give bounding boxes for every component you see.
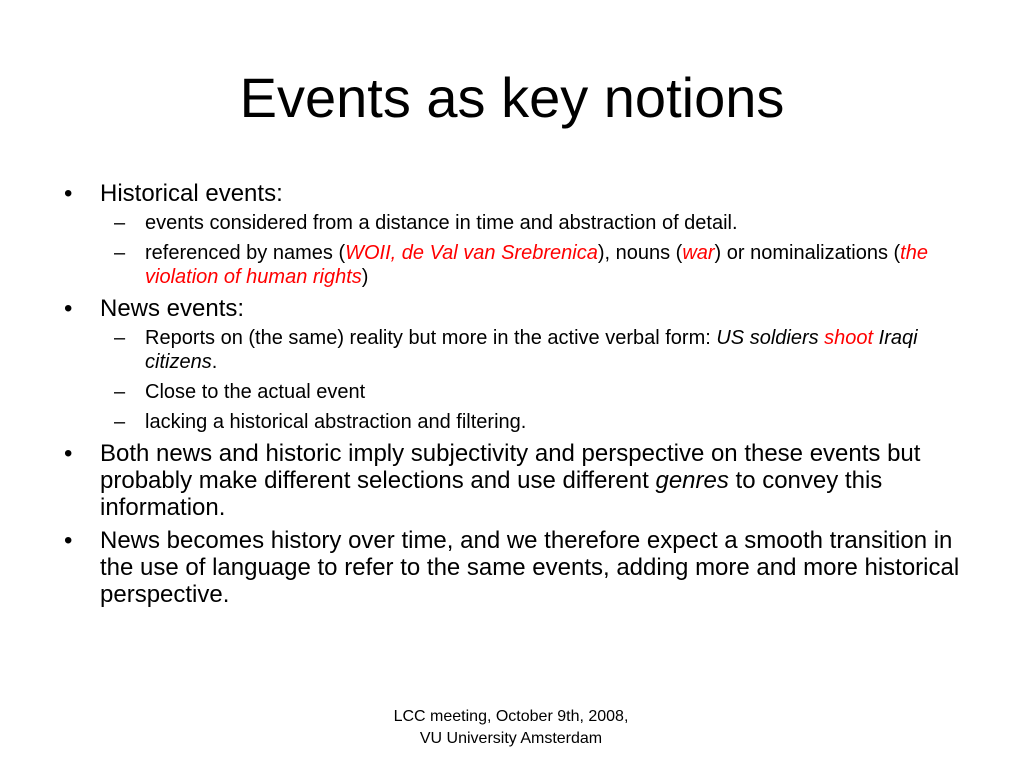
bullet-marker: •: [64, 180, 73, 207]
bullet-list: [64, 180, 974, 614]
sub-bullet-text: lacking a historical abstraction and filtering.: [145, 411, 527, 433]
bullet-text: Both news and historic imply subjectivity and perspective on these events but probably make different selections and use different: [100, 440, 921, 494]
bullet-news-events: [64, 295, 974, 434]
dash-marker: –: [114, 212, 126, 234]
bullet-subjectivity: [64, 440, 974, 521]
dash-marker: –: [114, 327, 126, 349]
bullet-text: to convey this information.: [100, 467, 883, 521]
example-nominalization: the violation of human rights: [145, 242, 928, 288]
bullet-marker: •: [64, 440, 73, 467]
sub-bullet-text: ): [361, 266, 369, 288]
sub-bullet-text: ) or nominalizations (: [714, 242, 901, 264]
sub-bullet-text: .: [211, 351, 218, 373]
sub-bullet: [100, 380, 974, 404]
bullet-news-becomes-history: [64, 527, 974, 608]
dash-marker: –: [114, 242, 126, 264]
emphasis-genres: genres: [655, 467, 729, 494]
example-verb: shoot: [824, 327, 874, 349]
sub-bullet: [100, 326, 974, 374]
footer-line: VU University Amsterdam: [419, 730, 603, 747]
dash-marker: –: [114, 381, 126, 403]
dash-marker: –: [114, 411, 126, 433]
bullet-text: News events:: [100, 295, 245, 322]
sub-bullet: [100, 410, 974, 434]
footer-line: LCC meeting, October 9th, 2008,: [393, 708, 629, 725]
sub-bullet-text: Reports on (the same) reality but more in the active verbal form:: [145, 327, 717, 349]
sub-bullet-text: Close to the actual event: [145, 381, 366, 403]
example-subject: US soldiers: [716, 327, 825, 349]
example-names: WOII, de Val van Srebrenica: [345, 242, 598, 264]
example-object: Iraqi citizens: [145, 327, 918, 373]
bullet-marker: •: [64, 295, 73, 322]
slide-footer: [300, 706, 722, 750]
sub-bullet-text: events considered from a distance in time and abstraction of detail.: [145, 212, 738, 234]
bullet-text: News becomes history over time, and we therefore expect a smooth transition in the use of language to refer to the same events, adding more and more historical perspective.: [100, 527, 960, 608]
sub-bullet: [100, 211, 974, 235]
sub-bullet-text: referenced by names (: [145, 242, 346, 264]
bullet-marker: •: [64, 527, 73, 554]
bullet-historical-events: [64, 180, 974, 289]
sub-bullet-text: ), nouns (: [597, 242, 683, 264]
sub-bullet: [100, 241, 974, 289]
sub-list: [100, 211, 974, 289]
sub-list: [100, 326, 974, 434]
bullet-text: Historical events:: [100, 180, 283, 207]
example-noun: war: [682, 242, 715, 264]
slide-title: Events as key notions: [239, 66, 785, 129]
